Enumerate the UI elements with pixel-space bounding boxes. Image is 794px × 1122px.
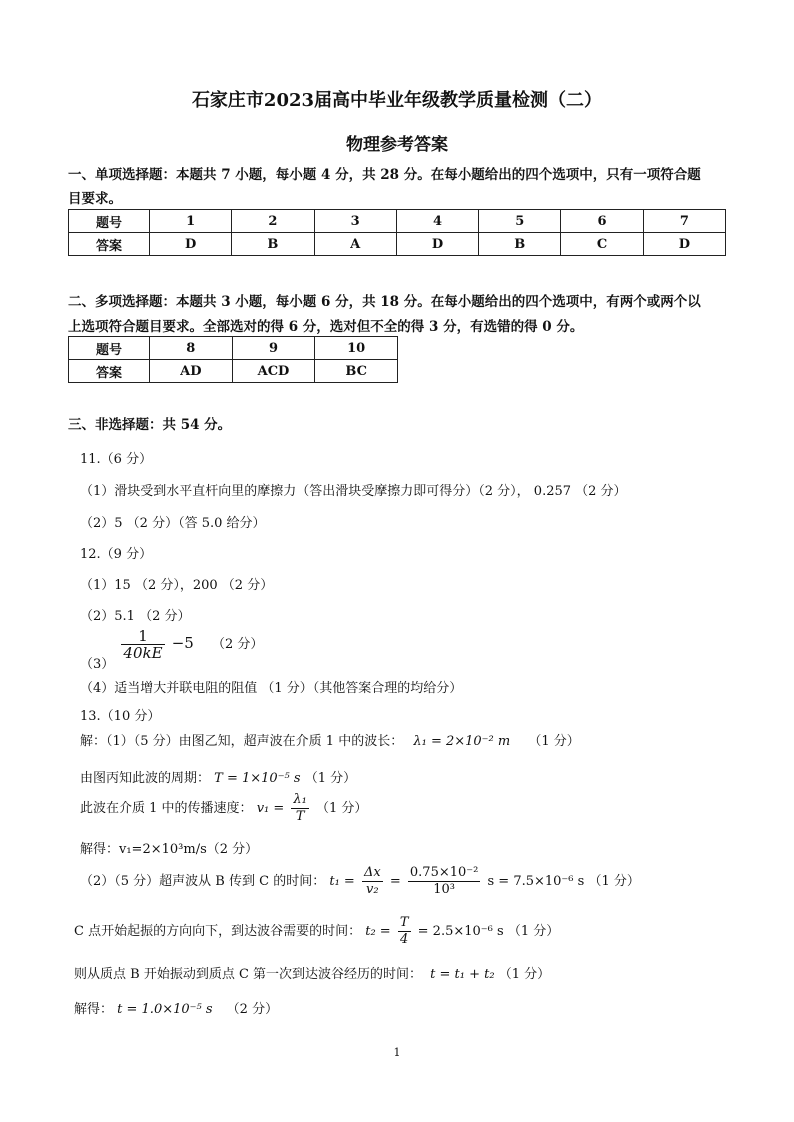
fraction-denominator: T — [295, 809, 305, 824]
single-choice-answer-table — [68, 209, 726, 256]
q12-label: 12.（9 分） — [80, 547, 153, 562]
q11-label: 11.（6 分） — [80, 452, 153, 467]
q12-answer-3 — [80, 627, 264, 672]
q13-line-2-formula: T = 1×10⁻⁵ s — [214, 771, 301, 786]
answer-cell: D — [396, 233, 478, 256]
table-row — [69, 360, 398, 383]
q13-line-1-text: 解：（1）（5 分）由图乙知，超声波在介质 1 中的波长： — [80, 734, 404, 749]
q13-line-5-text: （2）（5 分）超声波从 B 传到 C 的时间： — [80, 874, 326, 889]
answer-cell: A — [314, 233, 396, 256]
question-number: 8 — [150, 337, 233, 360]
table-row — [69, 210, 726, 233]
q13-line-5: （2）（5 分）超声波从 B 传到 C 的时间： t₁ = $\frac{\Delta x}{\text{v₂}}$ = $\frac{\text{0.75×10⁻²}}{\text{10³}}$ s = 7.5×10⁻⁶ s （1 分） — [80, 865, 640, 897]
fraction-numerator: T — [399, 915, 409, 930]
question-number: 10 — [315, 337, 398, 360]
q13-line-6-score: （1 分） — [507, 924, 560, 939]
q13-label: 13.（10 分） — [80, 709, 161, 724]
fraction-denominator: 4 — [400, 932, 409, 947]
answer-cell: B — [232, 233, 314, 256]
q12-answer-3-prefix: （3） — [80, 657, 115, 672]
fraction-denominator: 40kE — [123, 644, 163, 662]
section3-heading: 三、非选择题：共 54 分。 — [68, 417, 232, 433]
fraction — [291, 792, 308, 825]
q13-line-6-text: C 点开始起振的方向向下，到达波谷需要的时间： — [74, 924, 362, 939]
page-subtitle: 物理参考答案 — [346, 135, 448, 155]
fraction-denominator: v₂ — [366, 882, 379, 897]
q13-line-7 — [74, 963, 550, 982]
q13-line-8-text: 解得： — [74, 1002, 114, 1017]
table-row — [69, 233, 726, 256]
section1-heading-line1: 一、单项选择题：本题共 7 小题，每小题 4 分，共 28 分。在每小题给出的四个选项中，只有一项符合题 — [68, 167, 701, 183]
question-number: 9 — [232, 337, 315, 360]
q13-line-3 — [80, 792, 367, 825]
q13-line-8-formula: t = 1.0×10⁻⁵ s — [117, 1002, 213, 1017]
q13-line-1-score: （1 分） — [528, 734, 580, 749]
q13-line-7-score: （1 分） — [498, 967, 551, 982]
q11-answer-1: （1）滑块受到水平直杆向里的摩擦力（答出滑块受摩擦力即可得分）（2 分）， 0.257 （2 分） — [80, 484, 627, 499]
q13-line-5-lhs: t₁ = — [329, 874, 355, 889]
q12-answer-3-tail: −5 — [171, 634, 194, 652]
q12-answer-2: （2）5.1 （2 分） — [80, 609, 191, 624]
fraction — [408, 865, 480, 898]
fraction-numerator: 0.75×10⁻² — [409, 865, 479, 880]
answer-cell: AD — [150, 360, 233, 383]
row-label-question: 题号 — [69, 337, 150, 360]
q13-line-2-text: 由图丙知此波的周期： — [80, 771, 211, 786]
q12-answer-1: （1）15 （2 分），200 （2 分） — [80, 578, 274, 593]
q13-line-3-text: 此波在介质 1 中的传播速度： — [80, 801, 253, 816]
answer-cell: D — [643, 233, 725, 256]
fraction-denominator: 10³ — [433, 882, 455, 897]
answer-cell: ACD — [232, 360, 315, 383]
question-number: 2 — [232, 210, 314, 233]
question-number: 7 — [643, 210, 725, 233]
q13-line-1-formula: λ₁ = 2×10⁻² m — [413, 734, 511, 749]
q13-line-8 — [74, 998, 278, 1017]
answer-cell: D — [150, 233, 232, 256]
question-number: 1 — [150, 210, 232, 233]
question-number: 5 — [479, 210, 561, 233]
question-number: 6 — [561, 210, 643, 233]
row-label-question: 题号 — [69, 210, 150, 233]
answer-cell: C — [561, 233, 643, 256]
q13-line-6 — [74, 915, 559, 948]
row-label-answer: 答案 — [69, 360, 150, 383]
fraction — [362, 865, 383, 898]
fraction-numerator: λ₁ — [293, 792, 307, 807]
q13-line-3-score: （1 分） — [316, 801, 368, 816]
q12-answer-4: （4）适当增大并联电阻的阻值 （1 分）（其他答案合理的均给分） — [80, 681, 463, 696]
q12-answer-3-score: （2 分） — [211, 637, 264, 652]
q13-line-4: 解得：v₁=2×10³m/s（2 分） — [80, 842, 259, 857]
q13-line-7-text: 则从质点 B 开始振动到质点 C 第一次到达波谷经历的时间： — [74, 967, 423, 982]
q13-line-6-lhs: t₂ = — [365, 924, 391, 939]
q13-line-5-score: （1 分） — [588, 874, 640, 889]
answer-cell: BC — [315, 360, 398, 383]
multi-choice-answer-table — [68, 336, 398, 383]
q13-line-6-tail: = 2.5×10⁻⁶ s — [417, 924, 504, 939]
q13-line-2 — [80, 767, 356, 786]
q13-line-2-score: （1 分） — [304, 771, 357, 786]
q11-answer-2: （2）5 （2 分）（答 5.0 给分） — [80, 516, 266, 531]
page-number: 1 — [393, 1046, 401, 1059]
q13-line-5-tail: s = 7.5×10⁻⁶ s — [487, 874, 585, 889]
row-label-answer: 答案 — [69, 233, 150, 256]
section2-heading-line1: 二、多项选择题：本题共 3 小题，每小题 6 分，共 18 分。在每小题给出的四个选项中，有两个或两个以 — [68, 294, 701, 310]
fraction-numerator: 1 — [121, 628, 164, 645]
section1-heading-line2: 目要求。 — [68, 191, 122, 207]
q13-line-3-lhs: v₁ = — [256, 801, 285, 816]
answer-cell: B — [479, 233, 561, 256]
fraction — [121, 628, 164, 661]
table-row — [69, 337, 398, 360]
q13-line-8-score: （2 分） — [226, 1002, 279, 1017]
page-title: 石家庄市2023届高中毕业年级教学质量检测（二） — [191, 90, 603, 111]
question-number: 4 — [396, 210, 478, 233]
q13-line-1 — [80, 730, 580, 749]
fraction — [398, 915, 411, 948]
q13-line-7-formula: t = t₁ + t₂ — [430, 967, 495, 982]
fraction-numerator: Δx — [363, 865, 381, 880]
section2-heading-line2: 上选项符合题目要求。全部选对的得 6 分，选对但不全的得 3 分，有选错的得 0 分。 — [68, 319, 584, 335]
question-number: 3 — [314, 210, 396, 233]
